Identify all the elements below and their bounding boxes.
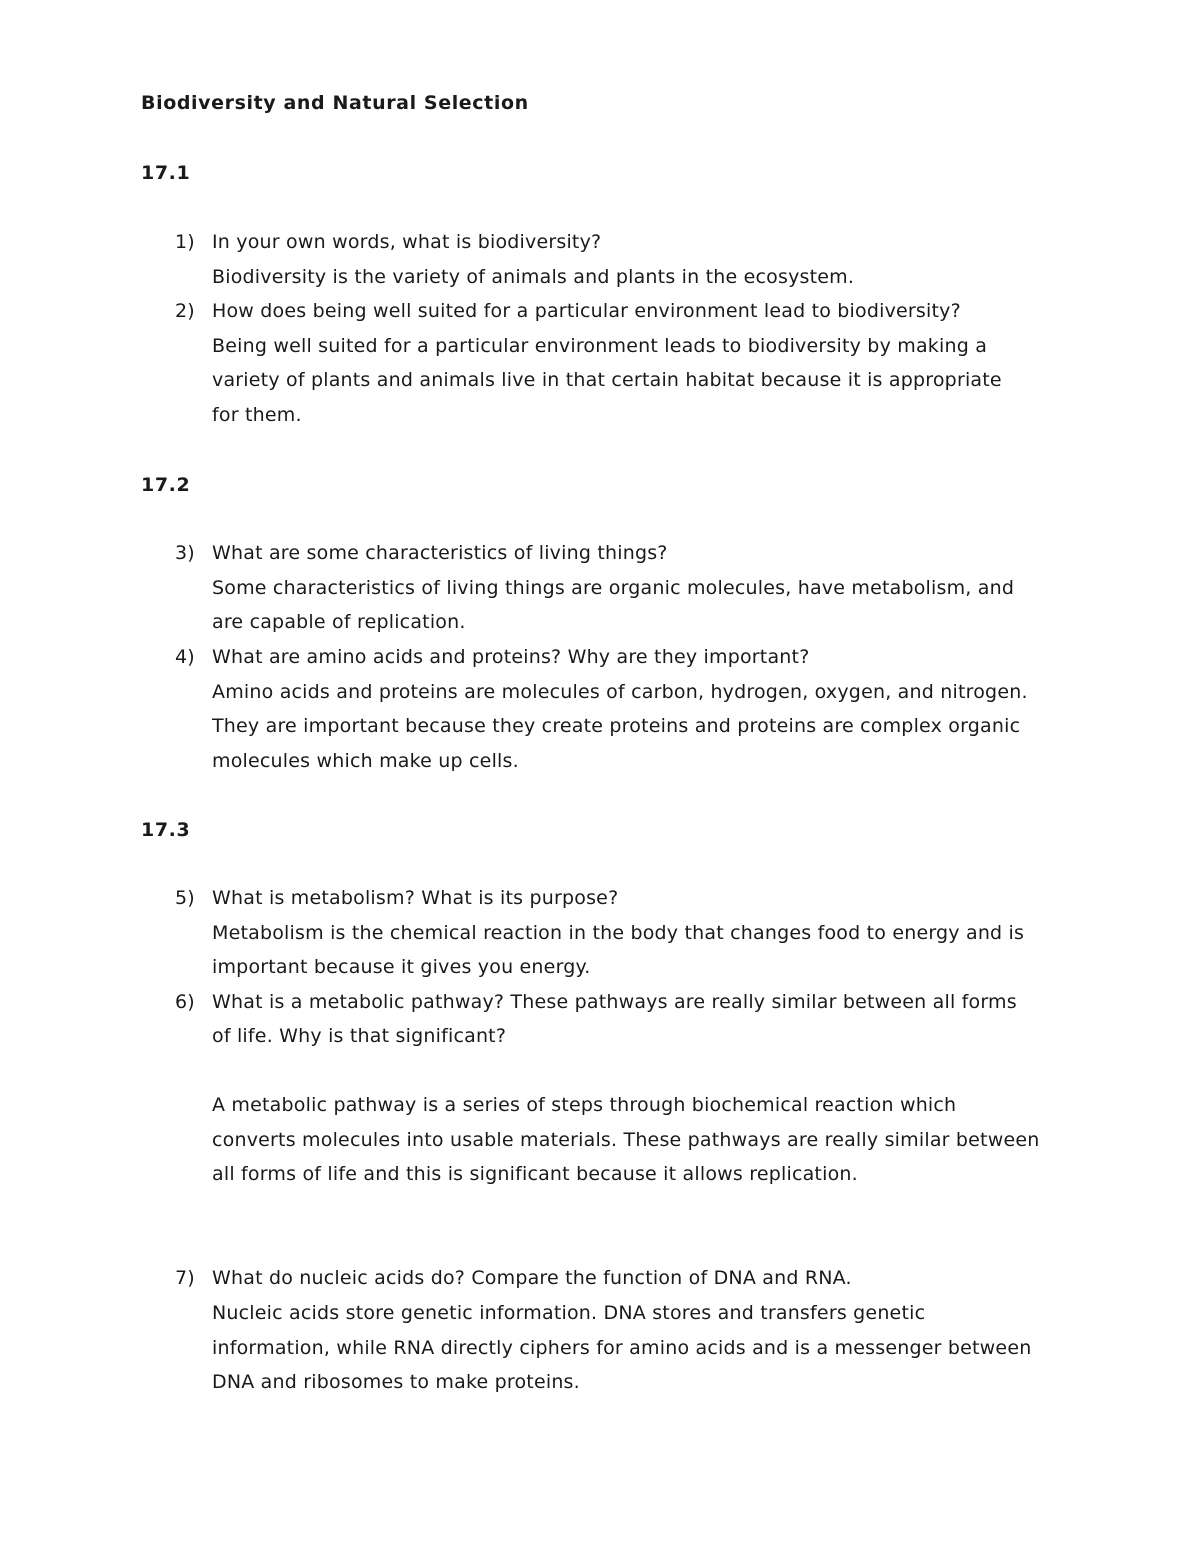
answer-text: information, while RNA directly ciphers for amino acids and is a messenger between	[212, 1337, 1032, 1359]
answer-text: molecules which make up cells.	[212, 750, 519, 772]
document-title: Biodiversity and Natural Selection	[141, 92, 529, 114]
section-heading-17-1: 17.1	[141, 162, 191, 184]
question-number: 3)	[175, 542, 195, 564]
answer-text: for them.	[212, 404, 302, 426]
question-number: 6)	[175, 991, 195, 1013]
answer-text: Some characteristics of living things are organic molecules, have metabolism, and	[212, 577, 1015, 599]
question-text: What is a metabolic pathway? These pathways are really similar between all forms	[212, 991, 1017, 1013]
question-number: 1)	[175, 231, 195, 253]
answer-text: Biodiversity is the variety of animals and plants in the ecosystem.	[212, 266, 855, 288]
answer-text: DNA and ribosomes to make proteins.	[212, 1371, 580, 1393]
answer-text: variety of plants and animals live in that certain habitat because it is appropriate	[212, 369, 1002, 391]
answer-text: important because it gives you energy.	[212, 956, 591, 978]
answer-text: are capable of replication.	[212, 611, 466, 633]
question-text: What are some characteristics of living things?	[212, 542, 668, 564]
question-number: 5)	[175, 887, 195, 909]
answer-text: converts molecules into usable materials. These pathways are really similar between	[212, 1129, 1040, 1151]
question-number: 4)	[175, 646, 195, 668]
answer-text: A metabolic pathway is a series of steps through biochemical reaction which	[212, 1094, 957, 1116]
answer-text: Nucleic acids store genetic information. DNA stores and transfers genetic	[212, 1302, 926, 1324]
section-heading-17-2: 17.2	[141, 474, 191, 496]
answer-text: Metabolism is the chemical reaction in the body that changes food to energy and is	[212, 922, 1025, 944]
question-text: What is metabolism? What is its purpose?	[212, 887, 619, 909]
question-text: What do nucleic acids do? Compare the function of DNA and RNA.	[212, 1267, 852, 1289]
question-text: of life. Why is that significant?	[212, 1025, 507, 1047]
answer-text: all forms of life and this is significant because it allows replication.	[212, 1163, 858, 1185]
answer-text: Being well suited for a particular environment leads to biodiversity by making a	[212, 335, 988, 357]
question-number: 7)	[175, 1267, 195, 1289]
question-text: What are amino acids and proteins? Why are they important?	[212, 646, 810, 668]
answer-text: They are important because they create proteins and proteins are complex organic	[212, 715, 1021, 737]
question-text: In your own words, what is biodiversity?	[212, 231, 602, 253]
answer-text: Amino acids and proteins are molecules of carbon, hydrogen, oxygen, and nitrogen.	[212, 681, 1028, 703]
question-text: How does being well suited for a particular environment lead to biodiversity?	[212, 300, 961, 322]
section-heading-17-3: 17.3	[141, 819, 191, 841]
question-number: 2)	[175, 300, 195, 322]
